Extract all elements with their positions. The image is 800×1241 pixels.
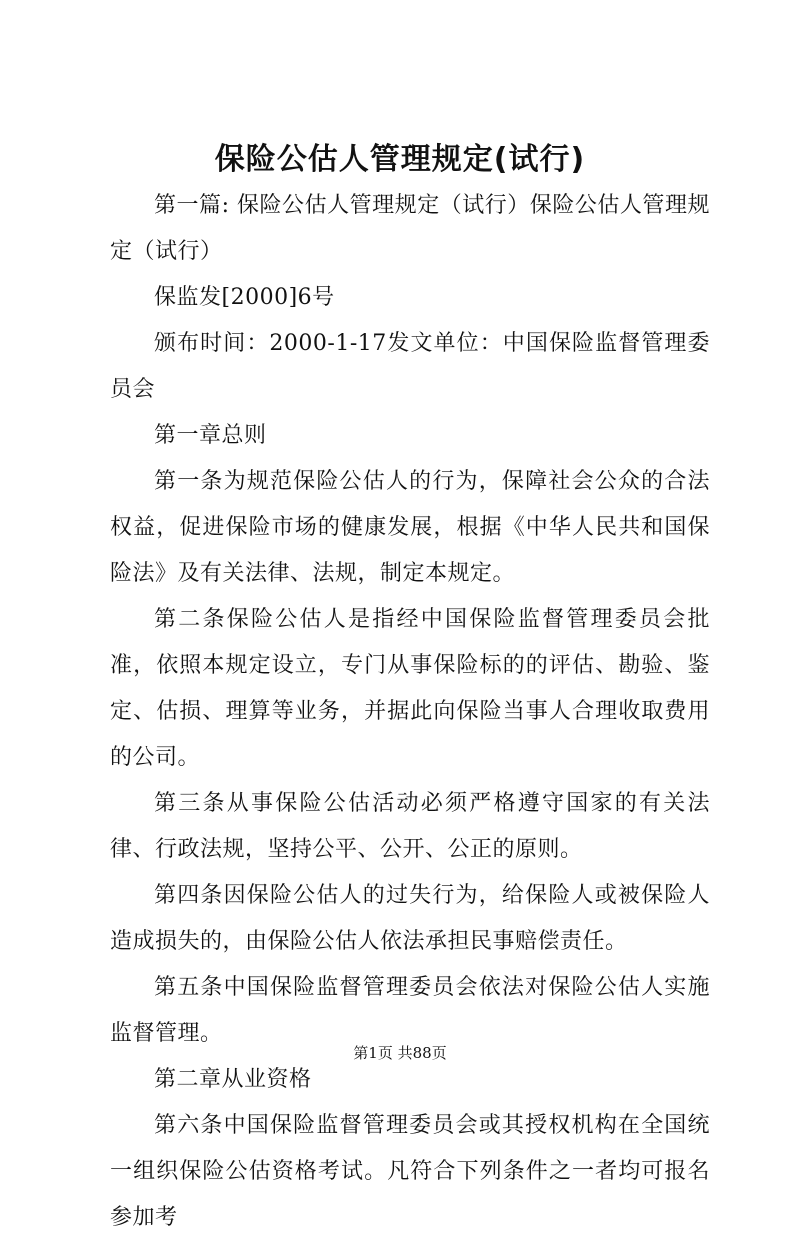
chapter-heading-2: 第二章从业资格 [154, 1067, 312, 1092]
article-6: 第六条中国保险监督管理委员会或其授权机构在全国统一组织保险公估资格考试。凡符合下列条件之一者均可报名参加考 [110, 1113, 710, 1230]
page-footer: 第1页 共88页 [353, 1044, 447, 1062]
paragraph-document-number: 保监发[2000]6号 [154, 285, 335, 310]
paragraph-issue-info: 颁布时间：2000-1-17发文单位：中国保险监督管理委员会 [110, 331, 710, 402]
paragraph-heading-line: 第一篇: 保险公估人管理规定（试行）保险公估人管理规定（试行） [110, 193, 710, 264]
article-4: 第四条因保险公估人的过失行为，给保险人或被保险人造成损失的，由保险公估人依法承担民事赔偿责任。 [110, 883, 710, 954]
chapter-heading-1: 第一章总则 [154, 423, 267, 448]
article-1: 第一条为规范保险公估人的行为，保障社会公众的合法权益，促进保险市场的健康发展，根据《中华人民共和国保险法》及有关法律、法规，制定本规定。 [110, 469, 710, 586]
document-title: 保险公估人管理规定(试行) [214, 142, 586, 177]
document-body [110, 183, 710, 1241]
article-2: 第二条保险公估人是指经中国保险监督管理委员会批准，依照本规定设立，专门从事保险标的的评估、勘验、鉴定、估损、理算等业务，并据此向保险当事人合理收取费用的公司。 [110, 607, 710, 770]
article-3: 第三条从事保险公估活动必须严格遵守国家的有关法律、行政法规，坚持公平、公开、公正的原则。 [110, 791, 710, 862]
article-5: 第五条中国保险监督管理委员会依法对保险公估人实施监督管理。 [110, 975, 710, 1046]
